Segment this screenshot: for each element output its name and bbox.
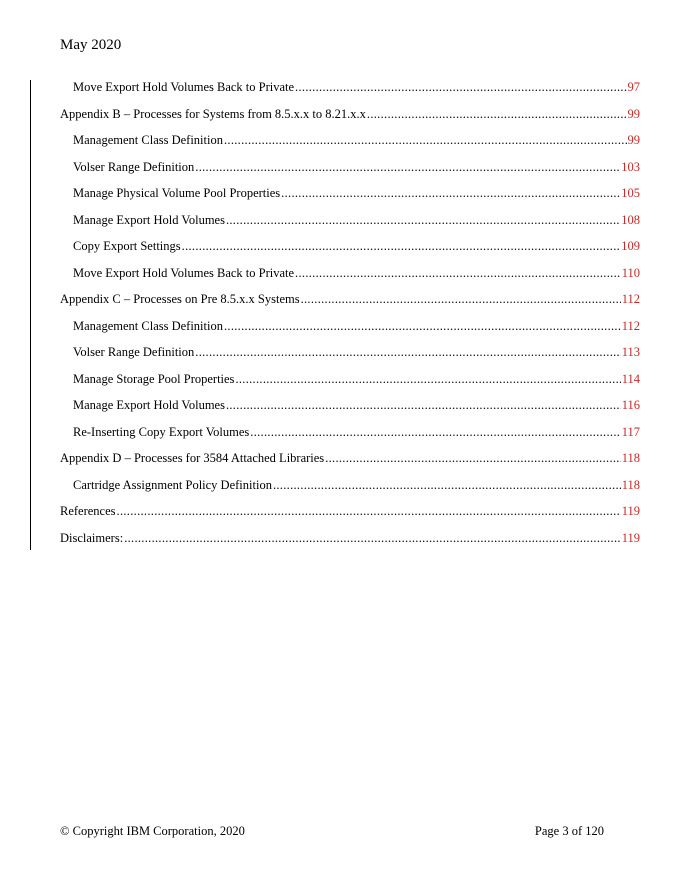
toc-entry-title[interactable]: Move Export Hold Volumes Back to Private xyxy=(73,265,295,280)
toc-dot-leader xyxy=(301,291,621,308)
toc-entry-title[interactable]: Disclaimers: xyxy=(60,530,124,545)
toc-dot-leader xyxy=(281,185,620,202)
toc-entry-page-number[interactable]: 112 xyxy=(621,292,640,306)
toc-entry-title[interactable]: Appendix C – Processes on Pre 8.5.x.x Systems xyxy=(60,292,300,306)
toc-entry[interactable] xyxy=(60,477,640,504)
toc-entry[interactable] xyxy=(60,159,640,186)
toc-entry[interactable] xyxy=(60,450,640,477)
toc-entry-title[interactable]: Management Class Definition xyxy=(73,133,223,147)
toc-entry-page-number[interactable]: 97 xyxy=(627,80,640,94)
footer-page-number: Page 3 of 120 xyxy=(534,824,604,838)
toc-dot-leader xyxy=(250,424,620,441)
toc-entry[interactable] xyxy=(60,503,640,530)
toc-entry-page-number[interactable]: 108 xyxy=(621,212,640,227)
toc-dot-leader xyxy=(224,318,621,335)
toc-entry-page-number[interactable]: 116 xyxy=(621,398,640,412)
toc-entry-page-number[interactable]: 113 xyxy=(621,345,640,359)
toc-entry[interactable] xyxy=(60,344,640,371)
toc-entry-title[interactable]: Volser Range Definition xyxy=(73,159,195,174)
toc-dot-leader xyxy=(224,132,627,149)
toc-entry[interactable] xyxy=(60,79,640,106)
toc-entry[interactable] xyxy=(60,265,640,292)
table-of-contents xyxy=(60,79,640,556)
toc-dot-leader xyxy=(235,371,620,388)
toc-entry[interactable] xyxy=(60,106,640,133)
toc-entry[interactable] xyxy=(60,238,640,265)
toc-entry-title[interactable]: Move Export Hold Volumes Back to Private xyxy=(73,80,295,94)
toc-entry-page-number[interactable]: 118 xyxy=(621,451,640,465)
toc-entry[interactable] xyxy=(60,185,640,212)
toc-entry-title[interactable]: Re-Inserting Copy Export Volumes xyxy=(73,424,250,439)
toc-entry-title[interactable]: Manage Storage Pool Properties xyxy=(73,371,235,386)
toc-entry[interactable] xyxy=(60,397,640,424)
toc-entry-title[interactable]: Cartridge Assignment Policy Definition xyxy=(73,477,272,492)
toc-entry[interactable] xyxy=(60,530,640,557)
toc-entry[interactable] xyxy=(60,212,640,239)
toc-dot-leader xyxy=(195,159,620,176)
toc-entry-page-number[interactable]: 109 xyxy=(621,239,640,253)
toc-entry-page-number[interactable]: 119 xyxy=(621,530,640,545)
toc-entry-title[interactable]: Appendix B – Processes for Systems from 8.5.x.x to 8.21.x.x xyxy=(60,106,366,121)
toc-dot-leader xyxy=(182,238,621,255)
toc-entry-title[interactable]: Manage Physical Volume Pool Properties xyxy=(73,186,281,200)
toc-entry-title[interactable]: Management Class Definition xyxy=(73,318,223,333)
toc-dot-leader xyxy=(295,265,621,282)
toc-dot-leader xyxy=(273,477,621,494)
toc-entry-page-number[interactable]: 114 xyxy=(621,371,640,386)
toc-entry[interactable] xyxy=(60,132,640,159)
toc-entry[interactable] xyxy=(60,424,640,451)
toc-entry[interactable] xyxy=(60,371,640,398)
toc-entry-title[interactable]: Manage Export Hold Volumes xyxy=(73,398,225,412)
footer-copyright: © Copyright IBM Corporation, 2020 xyxy=(60,824,245,838)
toc-entry-page-number[interactable]: 99 xyxy=(627,106,640,121)
toc-dot-leader xyxy=(226,212,620,229)
toc-entry[interactable] xyxy=(60,291,640,318)
toc-entry-page-number[interactable]: 119 xyxy=(621,504,640,518)
change-bar xyxy=(30,80,31,550)
toc-entry-title[interactable]: References xyxy=(60,504,116,518)
toc-dot-leader xyxy=(124,530,621,547)
toc-entry-title[interactable]: Volser Range Definition xyxy=(73,345,195,359)
toc-dot-leader xyxy=(367,106,627,123)
toc-entry-title[interactable]: Manage Export Hold Volumes xyxy=(73,212,225,227)
toc-entry-page-number[interactable]: 110 xyxy=(621,265,640,280)
toc-dot-leader xyxy=(295,79,626,96)
toc-entry-title[interactable]: Copy Export Settings xyxy=(73,239,181,253)
toc-dot-leader xyxy=(117,503,621,520)
toc-entry-page-number[interactable]: 118 xyxy=(621,477,640,492)
toc-entry-page-number[interactable]: 99 xyxy=(627,133,640,147)
toc-dot-leader xyxy=(226,397,621,414)
toc-dot-leader xyxy=(195,344,620,361)
toc-entry-page-number[interactable]: 103 xyxy=(621,159,640,174)
toc-dot-leader xyxy=(325,450,621,467)
toc-entry[interactable] xyxy=(60,318,640,345)
page-header-date: May 2020 xyxy=(60,37,122,53)
toc-entry-title[interactable]: Appendix D – Processes for 3584 Attached Libraries xyxy=(60,451,325,465)
toc-entry-page-number[interactable]: 117 xyxy=(621,424,640,439)
toc-entry-page-number[interactable]: 105 xyxy=(621,186,640,200)
toc-entry-page-number[interactable]: 112 xyxy=(621,318,640,333)
